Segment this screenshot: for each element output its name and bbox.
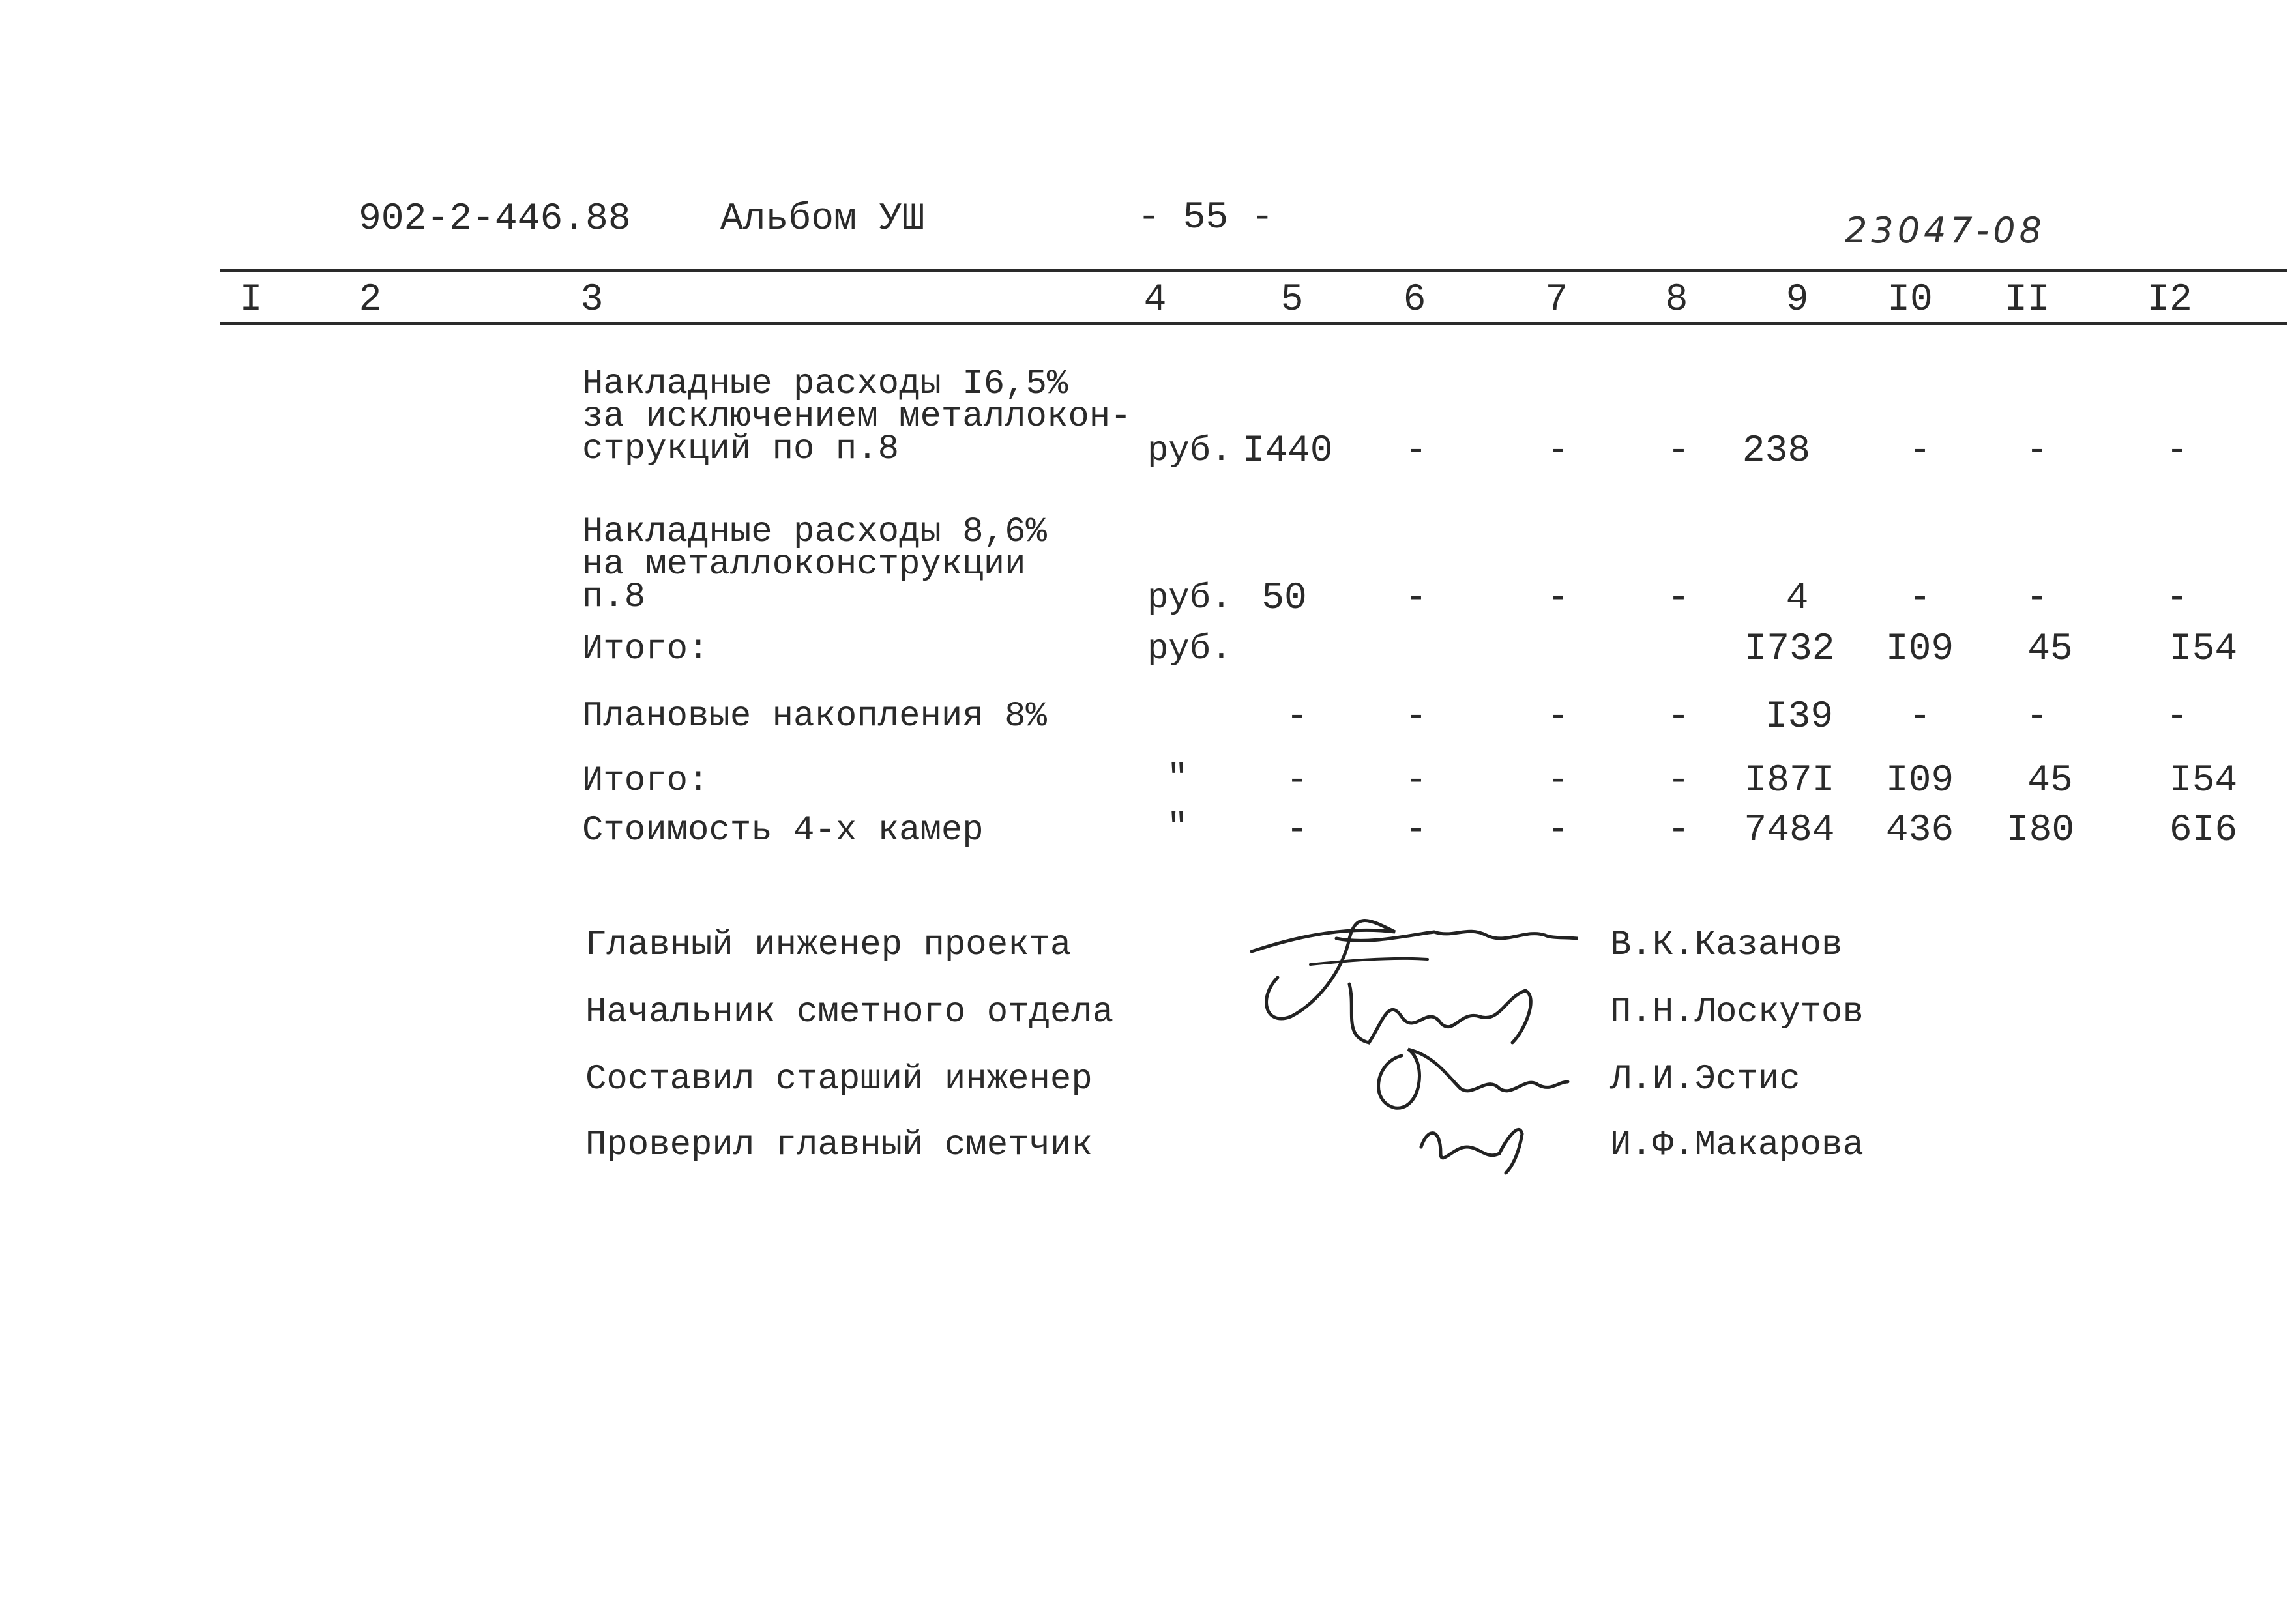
- row-cell: -: [1404, 809, 1428, 852]
- column-header-10: I0: [1887, 279, 1933, 321]
- row-name-line: Накладные расходы I6,5%: [582, 364, 1068, 404]
- row-unit: ": [1167, 808, 1188, 848]
- row-cell: I440: [1242, 430, 1333, 472]
- row-name-line: на металлоконструкции: [582, 545, 1026, 585]
- handwritten-doc-number: 23047-08: [1845, 210, 2046, 251]
- row-cell: I54: [2169, 628, 2238, 671]
- header-top-rule: [220, 269, 2287, 272]
- column-header-8: 8: [1665, 279, 1688, 321]
- table-row-name: Итого:: [582, 630, 709, 669]
- row-cell: -: [1667, 577, 1690, 620]
- table-row-name: Плановые накопления 8%: [582, 697, 1047, 736]
- row-cell: I39: [1765, 696, 1834, 738]
- row-cell: -: [1286, 696, 1309, 738]
- row-unit: руб.: [1147, 431, 1232, 471]
- row-cell: I09: [1885, 628, 1954, 671]
- row-cell: -: [2166, 430, 2189, 472]
- row-cell: 238: [1742, 430, 1811, 472]
- row-cell: 6I6: [2169, 809, 2238, 852]
- row-cell: 4: [1785, 577, 1809, 620]
- row-cell: 50: [1261, 577, 1307, 620]
- row-cell: -: [2025, 696, 2049, 738]
- row-cell: -: [1667, 696, 1690, 738]
- table-row-name: [582, 512, 1047, 617]
- row-cell: I87I: [1744, 760, 1835, 802]
- signature-role: Главный инженер проекта: [585, 925, 1072, 965]
- column-header-4: 4: [1143, 279, 1167, 321]
- column-header-5: 5: [1280, 279, 1304, 321]
- row-name-line: Накладные расходы 8,6%: [582, 512, 1047, 552]
- column-header-9: 9: [1785, 279, 1809, 321]
- handwritten-signature-4: [1408, 1108, 1551, 1180]
- row-cell: -: [1404, 577, 1428, 620]
- row-unit: руб.: [1147, 579, 1232, 618]
- row-cell: I732: [1744, 628, 1835, 671]
- row-cell: -: [1667, 809, 1690, 852]
- row-cell: -: [1667, 430, 1690, 472]
- row-cell: -: [1546, 809, 1570, 852]
- row-cell: 45: [2027, 760, 2073, 802]
- column-header-1: I: [239, 279, 263, 321]
- row-cell: 45: [2027, 628, 2073, 671]
- page-number: - 55 -: [1138, 197, 1274, 239]
- album-label: Альбом УШ: [720, 198, 925, 240]
- row-cell: -: [1908, 430, 1932, 472]
- signature-role: Проверил главный сметчик: [585, 1125, 1093, 1165]
- signature-name: В.К.Казанов: [1610, 925, 1843, 965]
- row-cell: -: [1908, 577, 1932, 620]
- row-cell: -: [2025, 577, 2049, 620]
- signature-name: Л.И.Эстис: [1610, 1060, 1800, 1099]
- row-unit: ": [1167, 759, 1188, 798]
- table-row-name: Стоимость 4-х камер: [582, 811, 984, 850]
- table-row-name: [582, 364, 1132, 469]
- column-header-2: 2: [359, 279, 382, 321]
- row-cell: -: [2025, 430, 2049, 472]
- row-name-line: струкций по п.8: [582, 429, 900, 469]
- row-cell: -: [1546, 430, 1570, 472]
- row-cell: -: [1546, 696, 1570, 738]
- column-header-12: I2: [2147, 279, 2192, 321]
- header-bottom-rule: [220, 322, 2287, 325]
- row-unit: руб.: [1147, 630, 1232, 669]
- row-name-line: п.8: [582, 577, 646, 617]
- row-cell: -: [1404, 696, 1428, 738]
- signature-role: Начальник сметного отдела: [585, 993, 1114, 1032]
- row-cell: 7484: [1744, 809, 1835, 852]
- signature-name: И.Ф.Макарова: [1610, 1125, 1864, 1165]
- signature-role: Составил старший инженер: [585, 1060, 1093, 1099]
- row-cell: -: [2166, 696, 2189, 738]
- row-cell: -: [2166, 577, 2189, 620]
- row-cell: I80: [2006, 809, 2075, 852]
- row-cell: -: [1286, 809, 1309, 852]
- signature-name: П.Н.Лоскутов: [1610, 993, 1864, 1032]
- row-cell: I54: [2169, 760, 2238, 802]
- row-cell: -: [1908, 696, 1932, 738]
- row-cell: I09: [1885, 760, 1954, 802]
- document-code: 902-2-446.88: [359, 198, 631, 240]
- column-header-3: 3: [580, 279, 604, 321]
- row-cell: -: [1404, 760, 1428, 802]
- column-header-6: 6: [1403, 279, 1426, 321]
- row-cell: -: [1667, 760, 1690, 802]
- column-header-11: II: [2005, 279, 2050, 321]
- row-name-line: за исключением металлокон-: [582, 397, 1132, 437]
- row-cell: -: [1404, 430, 1428, 472]
- row-cell: -: [1286, 760, 1309, 802]
- column-header-7: 7: [1545, 279, 1568, 321]
- row-cell: -: [1546, 577, 1570, 620]
- row-cell: -: [1546, 760, 1570, 802]
- table-row-name: Итого:: [582, 761, 709, 801]
- row-cell: 436: [1885, 809, 1954, 852]
